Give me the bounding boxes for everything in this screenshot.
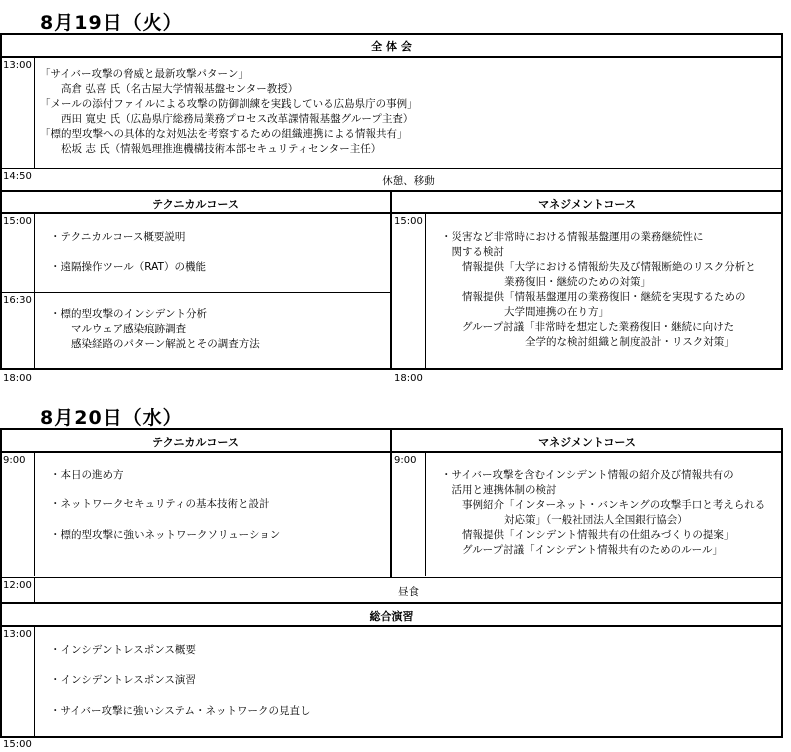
break-time: 14:50	[3, 171, 32, 182]
rule	[0, 190, 2, 370]
rule	[425, 452, 426, 576]
d2-management-header: マネジメントコース	[538, 436, 636, 449]
d2-mgmt-line-6: グループ討議「インシデント情報共有のためのルール」	[441, 544, 723, 556]
d2-tech-item-2: ・ネットワークセキュリティの基本技術と設計	[50, 498, 270, 510]
d1-mgmt-line-2: 関する検討	[441, 246, 504, 258]
plenary-time: 13:00	[3, 60, 32, 71]
rule	[390, 428, 392, 578]
d1-management-header: マネジメントコース	[538, 198, 636, 211]
d1-tech-time-2: 16:30	[3, 295, 32, 306]
rule	[34, 57, 35, 168]
day2-title: 8月20日（水）	[40, 407, 183, 429]
rule	[0, 168, 783, 169]
d2-tech-item-3: ・標的型攻撃に強いネットワークソリューション	[50, 529, 281, 541]
d1-tech-item-4: マルウェア感染痕跡調査	[50, 323, 187, 335]
lunch-time: 12:00	[3, 580, 32, 591]
d2-mgmt-time: 9:00	[394, 455, 417, 466]
lunch-label: 昼食	[398, 586, 419, 598]
rule	[781, 33, 783, 190]
plenary-line-5: 「標的型攻撃への具体的な対処法を考察するための組織連携による情報共有」	[40, 128, 408, 140]
d2-tech-item-1: ・本日の進め方	[50, 469, 124, 481]
rule	[781, 190, 783, 370]
d1-technical-header: テクニカルコース	[152, 198, 239, 211]
d2-tech-time: 9:00	[3, 455, 26, 466]
d1-tech-time-1: 15:00	[3, 216, 32, 227]
d1-tech-item-5: 感染経路のパターン解説とその調査方法	[50, 338, 260, 350]
d2-mgmt-line-4: 対応策」（一般社団法人全国銀行協会）	[441, 514, 688, 526]
d1-mgmt-time: 15:00	[394, 216, 423, 227]
d2-technical-header: テクニカルコース	[152, 436, 239, 449]
d1-tech-end: 18:00	[3, 373, 32, 384]
rule	[34, 626, 35, 736]
plenary-line-4: 西田 寛史 氏（広島県庁総務局業務プロセス改革課情報基盤グループ主査）	[40, 113, 414, 125]
d1-tech-item-3: ・標的型攻撃のインシデント分析	[50, 308, 208, 320]
rule	[390, 190, 392, 370]
d1-mgmt-line-8: 全学的な検討組織と制度設計・リスク対策」	[441, 336, 735, 348]
d1-mgmt-line-4: 業務復旧・継続のための対策」	[441, 276, 651, 288]
break-label: 休憩、移動	[382, 175, 435, 187]
d2-mgmt-line-5: 情報提供「インシデント情報共有の仕組みづくりの提案」	[441, 529, 735, 541]
plenary-header: 全 体 会	[371, 40, 412, 53]
plenary-line-6: 松坂 志 氏（情報処理推進機構技術本部セキュリティセンター主任）	[40, 143, 382, 155]
plenary-line-3: 「メールの添付ファイルによる攻撃の防御訓練を実践している広島県庁の事例」	[40, 98, 418, 110]
rule	[0, 292, 390, 293]
d1-mgmt-line-5: 情報提供「情報基盤運用の業務復旧・継続を実現するための	[441, 291, 746, 303]
rule	[781, 428, 783, 738]
rule	[0, 602, 783, 604]
plenary-line-1: 「サイバー攻撃の脅威と最新攻撃パターン」	[40, 68, 249, 80]
rule	[0, 56, 783, 58]
d2-mgmt-line-3: 事例紹介「インターネット・バンキングの攻撃手口と考えられる	[441, 499, 766, 511]
rule	[0, 577, 783, 578]
rule	[0, 33, 2, 190]
rule	[0, 428, 2, 738]
d2-mgmt-line-2: 活用と連携体制の検討	[441, 484, 557, 496]
d1-mgmt-line-6: 大学間連携の在り方」	[441, 306, 609, 318]
rule	[0, 33, 783, 35]
exercise-item-1: ・インシデントレスポンス概要	[50, 644, 196, 656]
day1-title: 8月19日（火）	[40, 12, 183, 34]
d1-tech-item-2: ・遠隔操作ツール（RAT）の機能	[50, 261, 206, 273]
exercise-item-3: ・サイバー攻撃に強いシステム・ネットワークの見直し	[50, 705, 311, 717]
d1-mgmt-line-3: 情報提供「大学における情報紛失及び情報断絶のリスク分析と	[441, 261, 756, 273]
rule	[34, 213, 35, 368]
exercise-time: 13:00	[3, 629, 32, 640]
rule	[0, 368, 783, 370]
plenary-line-2: 高倉 弘喜 氏（名古屋大学情報基盤センター教授）	[40, 83, 299, 95]
d1-mgmt-end: 18:00	[394, 373, 423, 384]
rule	[0, 736, 783, 738]
rule	[0, 625, 783, 627]
rule	[425, 213, 426, 368]
d1-tech-item-1: ・テクニカルコース概要説明	[50, 231, 186, 243]
exercise-end: 15:00	[3, 739, 32, 750]
exercise-item-2: ・インシデントレスポンス演習	[50, 674, 196, 686]
exercise-header: 総合演習	[369, 610, 414, 623]
d1-mgmt-line-7: グループ討議「非常時を想定した業務復旧・継続に向けた	[441, 321, 735, 333]
rule	[34, 452, 35, 576]
d1-mgmt-line-1: ・災害など非常時における情報基盤運用の業務継続性に	[441, 231, 704, 243]
d2-mgmt-line-1: ・サイバー攻撃を含むインシデント情報の紹介及び情報共有の	[441, 469, 734, 481]
